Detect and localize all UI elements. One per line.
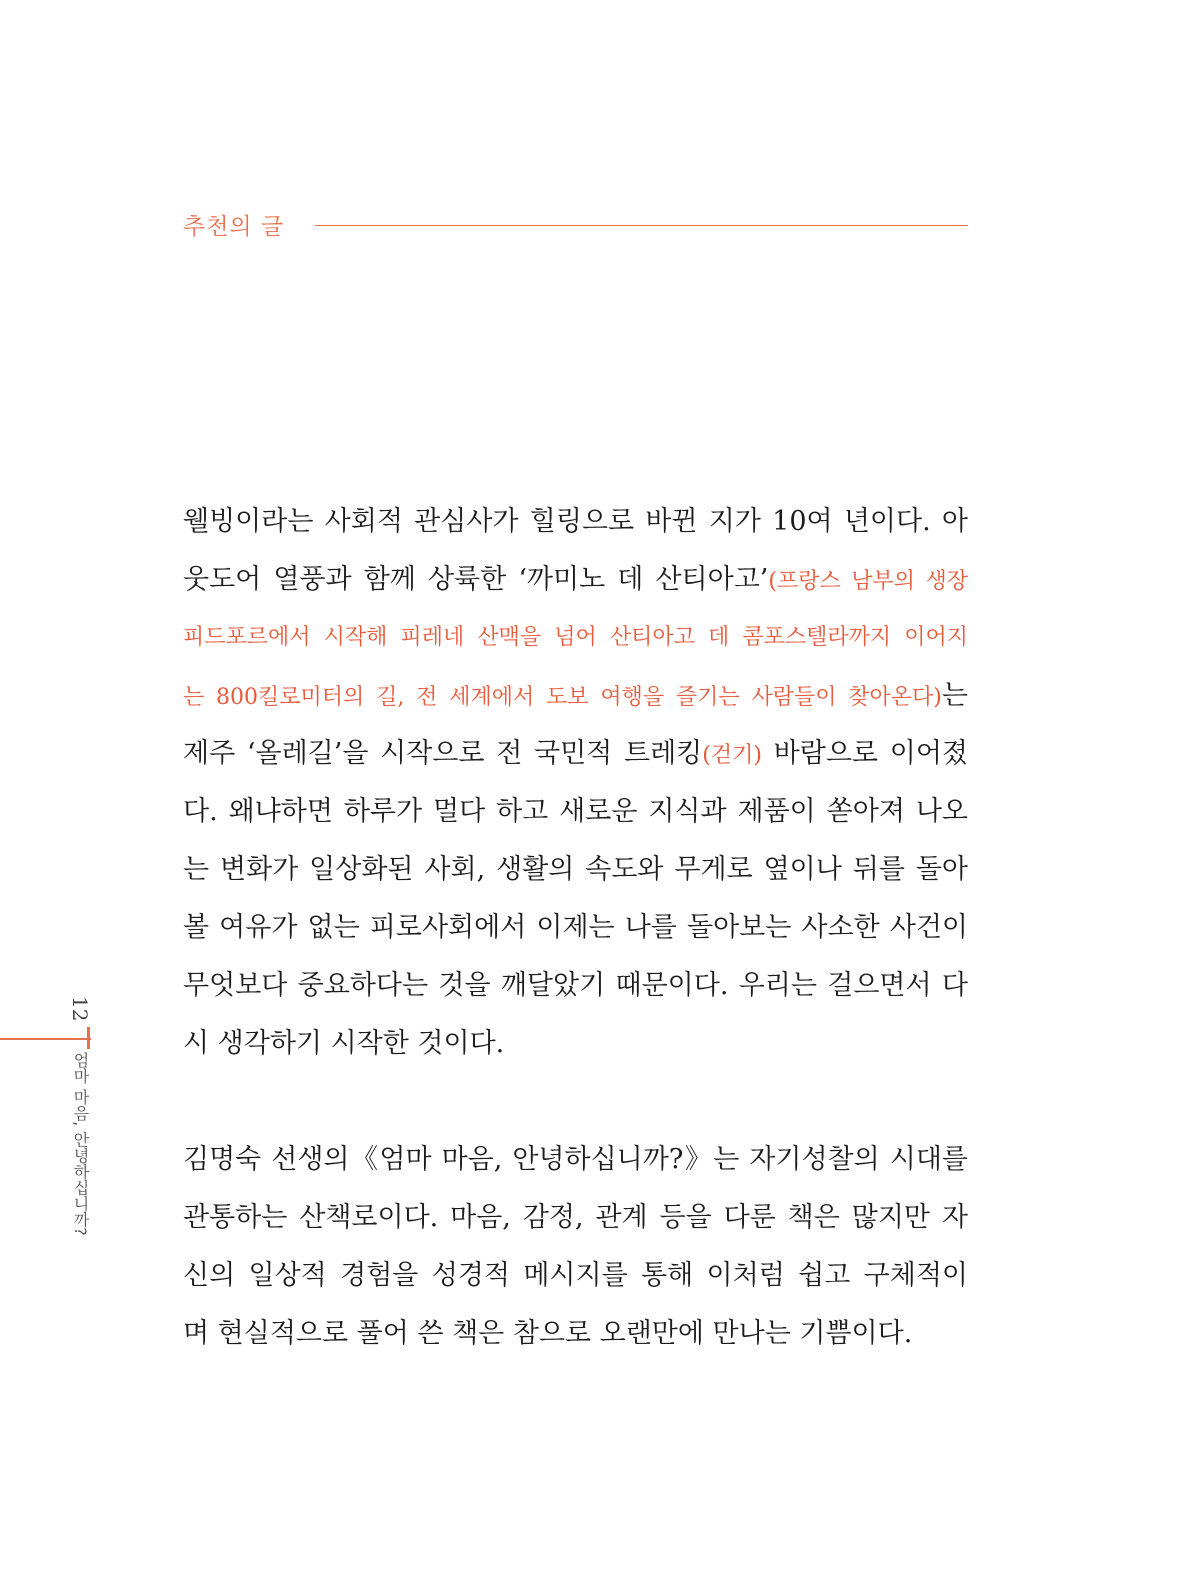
page-number: 12 — [68, 996, 92, 1022]
paragraph-gap — [183, 1073, 968, 1131]
section-header — [183, 200, 968, 250]
text-segment: 는 — [941, 680, 968, 711]
text-line: 볼 여유가 없는 피로사회에서 이제는 나를 돌아보는 사소한 사건이 — [183, 912, 968, 943]
paragraph-1 — [183, 493, 968, 1073]
note-text: (걷기) — [702, 743, 762, 768]
text-line: 시 생각하기 시작한 것이다. — [183, 1028, 505, 1059]
text-line: 는 변화가 일상화된 사회, 생활의 속도와 무게로 옆이나 뒤를 돌아 — [183, 854, 968, 885]
paragraph-2 — [183, 1131, 968, 1363]
body-text — [183, 493, 968, 1363]
text-line: 웰빙이라는 사회적 관심사가 힐링으로 바뀐 지가 10여 년이다. 아 — [183, 506, 968, 537]
side-marker — [87, 1027, 90, 1049]
text-line — [183, 725, 968, 783]
note-text: (프랑스 남부의 생장 — [768, 569, 968, 594]
text-line: 다. 왜냐하면 하루가 멀다 하고 새로운 지식과 제품이 쏟아져 나오 — [183, 796, 968, 827]
text-line: 무엇보다 중요하다는 것을 깨달았기 때문이다. 우리는 걸으면서 다 — [183, 970, 968, 1001]
note-text: 는 800킬로미터의 길, 전 세계에서 도보 여행을 즐기는 사람들이 찾아온다) — [183, 685, 942, 710]
text-segment: 바람으로 이어졌 — [761, 738, 968, 769]
text-line — [183, 551, 968, 609]
note-line: 피드포르에서 시작해 피레네 산맥을 넘어 산티아고 데 콤포스텔라까지 이어지 — [183, 625, 968, 650]
running-book-title: 엄마 마음, 안녕하십니까? — [71, 1052, 90, 1236]
side-divider — [0, 1038, 91, 1040]
text-segment: 제주 ‘올레길’을 시작으로 전 국민적 트레킹 — [183, 738, 703, 769]
text-line: 며 현실적으로 풀어 쓴 책은 참으로 오랜만에 만나는 기쁨이다. — [183, 1318, 913, 1349]
text-line: 관통하는 산책로이다. 마음, 감정, 관계 등을 다룬 책은 많지만 자 — [183, 1202, 968, 1233]
section-divider — [315, 225, 968, 226]
text-line — [183, 667, 968, 725]
text-line: 신의 일상적 경험을 성경적 메시지를 통해 이처럼 쉽고 구체적이 — [183, 1260, 968, 1291]
text-segment: 웃도어 열풍과 함께 상륙한 ‘까미노 데 산티아고’ — [183, 564, 769, 595]
section-title: 추천의 글 — [183, 214, 285, 240]
text-line: 김명숙 선생의《엄마 마음, 안녕하십니까?》는 자기성찰의 시대를 — [183, 1144, 968, 1175]
